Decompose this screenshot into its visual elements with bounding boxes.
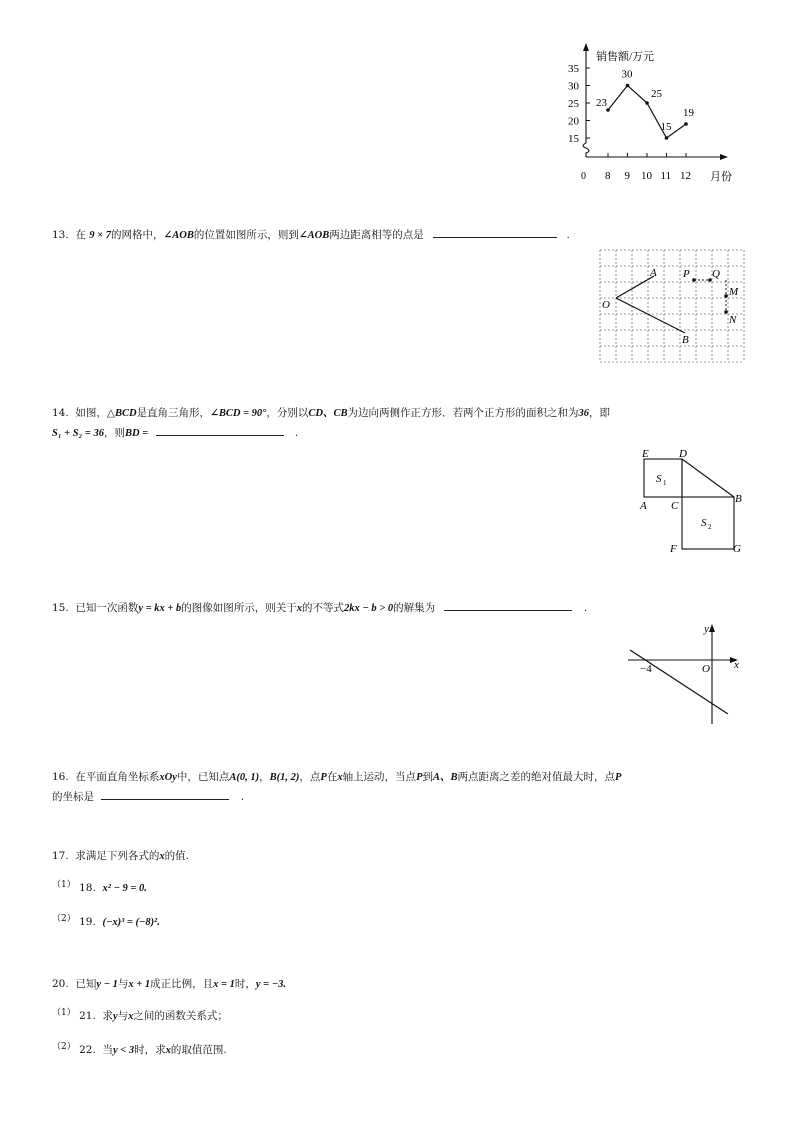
chart-data-point — [626, 84, 630, 88]
q17-text: 求满足下列各式的 — [75, 850, 160, 862]
q15-inequality: 2kx − b > 0 — [344, 603, 394, 614]
q13-label-a: A — [650, 267, 657, 279]
q16-x: x — [337, 772, 343, 783]
q14-label-e: E — [642, 448, 649, 460]
q17-part2-tag: （2） — [52, 914, 76, 924]
chart-layer — [568, 43, 728, 182]
q13-end: . — [566, 229, 570, 241]
chart-x-tick-label: 8 — [605, 170, 611, 182]
q15-var: x — [296, 603, 303, 614]
q14-stem-line2 — [52, 423, 298, 444]
q15-number: 15. — [52, 602, 69, 614]
q16-system: xOy — [159, 772, 177, 783]
q14-number: 14. — [52, 407, 69, 419]
q14-label-g: G — [733, 543, 741, 555]
q14-label-s1: S — [656, 473, 662, 485]
q17-part1-equation: x² − 9 = 0. — [102, 883, 147, 894]
q13-text: 的位置如图所示，则到 — [193, 229, 299, 241]
q14-text: ，分别以 — [266, 407, 309, 419]
q20-y: y — [112, 1011, 118, 1022]
q15-y-arrow — [709, 624, 715, 632]
q14-answer-blank[interactable] — [156, 423, 284, 436]
q16-text: 到 — [422, 771, 433, 783]
sales-line-chart — [0, 0, 794, 200]
q14-label-s1-sub: 1 — [663, 479, 667, 487]
chart-data-point — [645, 101, 649, 105]
chart-x-tick-label: 11 — [660, 170, 672, 182]
q16-p: P — [320, 772, 327, 783]
q16-p: P — [416, 772, 423, 783]
q17-part1 — [52, 878, 147, 899]
chart-y-tick-label: 15 — [568, 133, 579, 145]
q13-angle2: ∠AOB — [298, 230, 330, 241]
q16-text: ， — [259, 771, 270, 783]
q14-angle: ∠BCD = 90° — [210, 408, 267, 419]
q16-text: 的坐标是 — [52, 791, 94, 803]
chart-data-point — [665, 136, 669, 140]
q16-text: 两点距离之差的绝对值最大时，点 — [457, 771, 615, 783]
chart-data-label: 15 — [660, 121, 672, 133]
q20-text: 与 — [117, 1010, 129, 1022]
chart-x-axis-arrow — [720, 154, 728, 160]
q17-text: 的值. — [164, 850, 189, 862]
q14-squares-figure — [636, 445, 776, 565]
q15-answer-blank[interactable] — [444, 598, 572, 611]
q16-text: 中，已知点 — [176, 771, 230, 783]
q20-text: 与 — [117, 978, 129, 990]
q16-number: 16. — [52, 771, 69, 783]
q17-part2 — [52, 912, 160, 933]
q14-text: 是直角三角形， — [136, 407, 211, 419]
chart-series-line — [608, 86, 686, 139]
q14-label-f: F — [670, 543, 677, 555]
q20-text: 当 — [102, 1044, 113, 1056]
chart-x-tick-label: 12 — [680, 170, 691, 182]
q20-part2-number: 22. — [79, 1044, 96, 1056]
chart-y-axis-arrow — [583, 43, 589, 51]
q13-label-o: O — [602, 299, 610, 311]
q20-x: x — [128, 1011, 134, 1022]
q20-part2-tag: （2） — [52, 1042, 76, 1052]
chart-data-label: 30 — [621, 68, 633, 81]
q13-label-n: N — [729, 314, 737, 326]
q13-label-m: M — [729, 286, 739, 298]
q20-number: 20. — [52, 978, 69, 990]
q16-point-a: A(0, 1) — [229, 772, 260, 783]
q15-function: y = kx + b — [138, 603, 182, 614]
q20-expr2: x + 1 — [128, 979, 151, 990]
q15-label-x: x — [734, 659, 739, 671]
q13-grid: 9 × 7 — [89, 230, 111, 241]
q17-part2-number: 19. — [79, 916, 96, 928]
q15-line-graph — [622, 620, 752, 730]
q20-text: 的取值范围. — [170, 1044, 227, 1056]
q13-angle: ∠AOB — [163, 230, 194, 241]
q13-stem — [52, 225, 570, 246]
chart-y-axis-break — [583, 143, 589, 157]
q13-label-q: Q — [712, 268, 720, 280]
chart-xlabel: 月份 — [710, 171, 732, 183]
q14-hyp-db — [682, 459, 734, 497]
chart-ylabel: 销售额/万元 — [596, 51, 655, 63]
q20-part1-tag: （1） — [52, 1008, 76, 1018]
q16-text: 轴上运动，当点 — [342, 771, 417, 783]
q17-number: 17. — [52, 850, 69, 862]
q13-label-p: P — [683, 268, 690, 280]
chart-data-label: 23 — [596, 97, 607, 109]
q16-end: . — [240, 791, 245, 803]
q14-sides: CD、CB — [308, 408, 348, 419]
chart-data-point — [684, 122, 688, 126]
q20-condition: y < 3 — [112, 1045, 135, 1056]
q20-text: 成正比例，且 — [150, 978, 214, 990]
q13-label-b: B — [682, 334, 689, 346]
q14-label-b: B — [735, 493, 742, 505]
q20-text: 时， — [234, 978, 256, 990]
q15-text: 的不等式 — [302, 602, 345, 614]
q13-point-p — [692, 278, 696, 282]
q20-part1-number: 21. — [79, 1010, 96, 1022]
q14-label-c: C — [671, 500, 679, 512]
chart-x-tick-label: 10 — [641, 170, 652, 182]
q15-text: 已知一次函数 — [75, 602, 139, 614]
q16-stem-line2 — [52, 787, 244, 807]
q15-label-o: O — [702, 663, 710, 675]
q15-label-neg4: −4 — [640, 663, 652, 675]
q20-title — [52, 974, 286, 995]
q15-end: . — [583, 602, 588, 614]
q16-stem-line1 — [52, 767, 621, 788]
q14-label-d: D — [679, 448, 687, 460]
q15-text: 的解集为 — [393, 602, 436, 614]
chart-data-label: 19 — [683, 107, 694, 119]
q14-text: 如图， — [75, 407, 107, 419]
q20-x: x — [165, 1045, 171, 1056]
q13-answer-blank[interactable] — [433, 225, 557, 238]
q13-text: 在 — [75, 229, 86, 241]
q13-grid-figure — [598, 248, 758, 368]
q20-expr1: y − 1 — [96, 979, 118, 990]
q20-part1 — [52, 1006, 228, 1027]
q17-part2-equation: (−x)³ = (−8)². — [102, 917, 160, 928]
q16-answer-blank[interactable] — [101, 787, 229, 800]
q14-stem-line1 — [52, 403, 610, 424]
q15-text: 的图像如图所示，则关于 — [181, 602, 297, 614]
q17-part1-tag: （1） — [52, 880, 76, 890]
q13-point-n — [724, 310, 728, 314]
q14-label-s2: S — [701, 517, 707, 529]
q20-text: 求 — [102, 1010, 113, 1022]
chart-x-tick-label: 9 — [624, 170, 630, 182]
chart-origin-label: 0 — [581, 171, 586, 182]
chart-y-tick-label: 25 — [568, 98, 579, 110]
q17-part1-number: 18. — [79, 882, 96, 894]
q16-point-b: B(1, 2) — [269, 772, 300, 783]
q20-part2 — [52, 1040, 227, 1061]
q14-triangle: △BCD — [106, 408, 137, 419]
q14-label-s2-sub: 2 — [708, 523, 712, 531]
q13-point-m — [724, 294, 728, 298]
q15-stem — [52, 598, 587, 619]
q14-equation: S₁ + S₂ = 36 — [52, 428, 104, 439]
q20-cond1: x = 1 — [213, 979, 235, 990]
q13-text: 的网格中， — [110, 229, 164, 241]
q15-label-y: y — [704, 623, 709, 635]
q14-end: . — [294, 427, 299, 439]
q16-p: P — [615, 772, 622, 783]
q14-text: ，即 — [588, 407, 610, 419]
q13-ray-ob — [616, 298, 685, 333]
chart-y-tick-label: 35 — [568, 63, 579, 75]
q14-square-s1 — [644, 459, 682, 497]
chart-y-tick-label: 20 — [568, 115, 579, 128]
q13-text: 两边距离相等的点是 — [329, 229, 424, 241]
q14-text: 为边向两侧作正方形．若两个正方形的面积之和为 — [347, 407, 579, 419]
q20-text: 已知 — [75, 978, 97, 990]
q20-cond2: y = −3. — [255, 979, 287, 990]
q20-text: 时，求 — [134, 1044, 166, 1056]
q13-number: 13. — [52, 229, 69, 241]
q16-text: 在 — [326, 771, 338, 783]
q17-title — [52, 846, 189, 867]
q16-ab: A、B — [432, 772, 458, 783]
q20-text: 之间的函数关系式； — [133, 1010, 228, 1022]
q17-x: x — [159, 851, 165, 862]
q16-text: 在平面直角坐标系 — [75, 771, 160, 783]
q14-bd: BD = — [124, 428, 149, 439]
q14-text: ，则 — [103, 427, 125, 439]
chart-y-tick-label: 30 — [568, 80, 579, 93]
q14-value: 36 — [578, 408, 589, 419]
q14-label-a: A — [640, 500, 647, 512]
q16-text: ，点 — [299, 771, 321, 783]
q13-grid-lines — [600, 250, 744, 362]
chart-data-label: 25 — [651, 88, 662, 100]
